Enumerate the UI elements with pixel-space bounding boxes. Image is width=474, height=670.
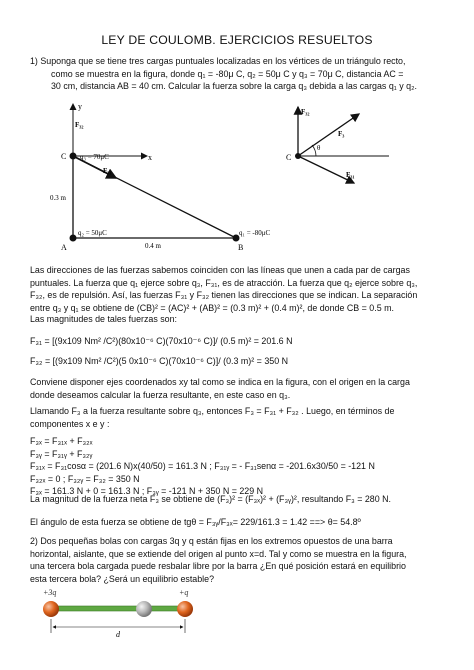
text-line: puntuales. La fuerza que q₁ ejerce sobre q₃, F₃₁, es de atracción. La fuerza que q₂ ejerce sobre q₃, xyxy=(30,277,418,288)
charge-q2 xyxy=(70,235,77,242)
f3-label: F₃ xyxy=(338,130,345,138)
component-line: F₃ₓ = 161.3 N + 0 = 161.3 N ; F₃ᵧ = -121 N + 350 N = 229 N xyxy=(30,486,264,497)
component-line: F₃ₓ = F₃₁ₓ + F₃₂ₓ xyxy=(30,436,93,446)
left-charge-label: +3q xyxy=(43,588,57,597)
triangle-figure xyxy=(50,100,280,260)
f32-label: F₃₂ xyxy=(75,121,84,129)
problem-2-line: horizontal, aislante, que se extiende del origen al punto x=d. Tal y como se muestra en la figura, xyxy=(30,548,407,559)
text-line: donde deseamos calcular la fuerza resultante, en este caso en q₃. xyxy=(30,389,291,400)
problem-2-line: una tercera bola cargada puede resbalar libre por la barra ¿En qué posición estará en equilibrio xyxy=(30,561,406,572)
f32-label: F₃₂ xyxy=(301,108,310,116)
text-line: F₃₂, es de repulsión. Así, las fuerzas F₃₁ y F₃₂ tienen las direcciones que se indican. La separación xyxy=(30,290,418,301)
q1-label: q₁ = -80μC xyxy=(239,229,271,237)
text-line: Conviene disponer ejes coordenados xy tal como se indica en la figura, con el origen en la carga xyxy=(30,377,410,387)
component-line: F₃₁ₓ = F₃₁cosα = (201.6 N)x(40/50) = 161.3 N ; F₃₁ᵧ = - F₃₁senα = -201.6x30/50 = -121 N xyxy=(30,461,375,472)
q3-label: q₃ = 70μC xyxy=(80,153,109,161)
component-line: F₃ᵧ = F₃₁ᵧ + F₃₂ᵧ xyxy=(30,448,93,459)
q2-label: q₂ = 50μC xyxy=(78,229,107,237)
ball-left xyxy=(43,601,59,617)
ball-right xyxy=(177,601,193,617)
insulating-bar xyxy=(52,606,184,611)
problem-1-statement xyxy=(30,55,450,93)
magnitude-result: La magnitud de la fuerza neta F₃ se obtiene de (F₃)² = (F₃ₓ)² + (F₃ᵧ)², resultando F₃ = 280 N. xyxy=(30,494,391,504)
problem-1-line: 30 cm, distancia AB = 40 cm. Calcular la fuerza sobre la carga q₃ debida a las cargas q₁ y q₂. xyxy=(51,81,417,92)
f31-label: F₃₁ xyxy=(346,171,355,179)
vertex-c-label: C xyxy=(61,152,67,161)
charge-q3 xyxy=(70,153,77,160)
angle-result: El ángulo de esta fuerza se obtiene de tgθ = F₃ᵧ/F₃ₓ= 229/161.3 = 1.42 ==> θ= 54.8º xyxy=(30,517,361,527)
text-line: entre q₃ y q₁ se obtiene de (CB)² = (AC)² + (AB)² = (0.3 m)² + (0.4 m)², de donde CB = 0.5 m. xyxy=(30,302,394,313)
axes-paragraph xyxy=(30,376,450,401)
equation-f31: F₃₁ = [(9x109 Nm² /C²)(80x10⁻⁶ C)(70x10⁻⁶ C)]/ (0.5 m)² = 201.6 N xyxy=(30,336,293,346)
problem-2-line: 2) Dos pequeñas bolas con cargas 3q y q están fijas en los extremos opuestos de una barra xyxy=(30,536,393,546)
vertex-c-label: C xyxy=(286,153,292,162)
magnitudes-heading: Las magnitudes de tales fuerzas son: xyxy=(30,314,178,324)
problem-1-line: 1) Suponga que se tiene tres cargas puntuales localizadas en los vértices de un triángulo recto, xyxy=(30,56,406,66)
text-line: Las direcciones de las fuerzas sabemos coinciden con las líneas que unen a cada par de cargas xyxy=(30,265,410,275)
page-title: LEY DE COULOMB. EJERCICIOS RESUELTOS xyxy=(101,33,373,47)
distance-label: d xyxy=(116,630,120,639)
explanation-paragraph xyxy=(30,264,450,314)
force-diagram xyxy=(286,103,396,193)
problem-1-line: como se muestra en la figura, donde q₁ = -80μ C, q₂ = 50μ C y q₃ = 70μ C, distancia AC = xyxy=(51,68,404,79)
text-line: componentes x e y : xyxy=(30,418,110,429)
y-axis-label: y xyxy=(78,102,82,111)
f3-vector xyxy=(298,114,359,156)
equation-f32: F₃₂ = [(9x109 Nm² /C²)(5 0x10⁻⁶ C)(70x10⁻⁶ C)]/ (0.3 m)² = 350 N xyxy=(30,356,289,366)
theta-label: θ xyxy=(317,144,321,152)
f31-label: F₃₁ xyxy=(103,167,112,175)
vertex-b-label: B xyxy=(238,243,244,252)
bar-figure xyxy=(32,585,202,640)
component-line: F₃₂ₓ = 0 ; F₃₂ᵧ = F₃₂ = 350 N xyxy=(30,473,140,484)
distance-ac-label: 0.3 m xyxy=(50,194,66,202)
right-charge-label: +q xyxy=(179,588,189,597)
problem-2-statement xyxy=(30,535,450,585)
ball-middle xyxy=(136,601,152,617)
distance-ab-label: 0.4 m xyxy=(145,242,161,250)
x-axis-label: x xyxy=(148,153,152,162)
problem-2-line: esta tercera bola? ¿Será un equilibrio estable? xyxy=(30,573,215,584)
charge-point xyxy=(295,153,301,159)
resultant-paragraph xyxy=(30,405,450,430)
vertex-a-label: A xyxy=(61,243,67,252)
components-list xyxy=(30,435,450,498)
text-line: Llamando F₃ a la fuerza resultante sobre q₃, entonces F₃ = F₃₁ + F₃₂ . Luego, en términos de xyxy=(30,406,395,416)
